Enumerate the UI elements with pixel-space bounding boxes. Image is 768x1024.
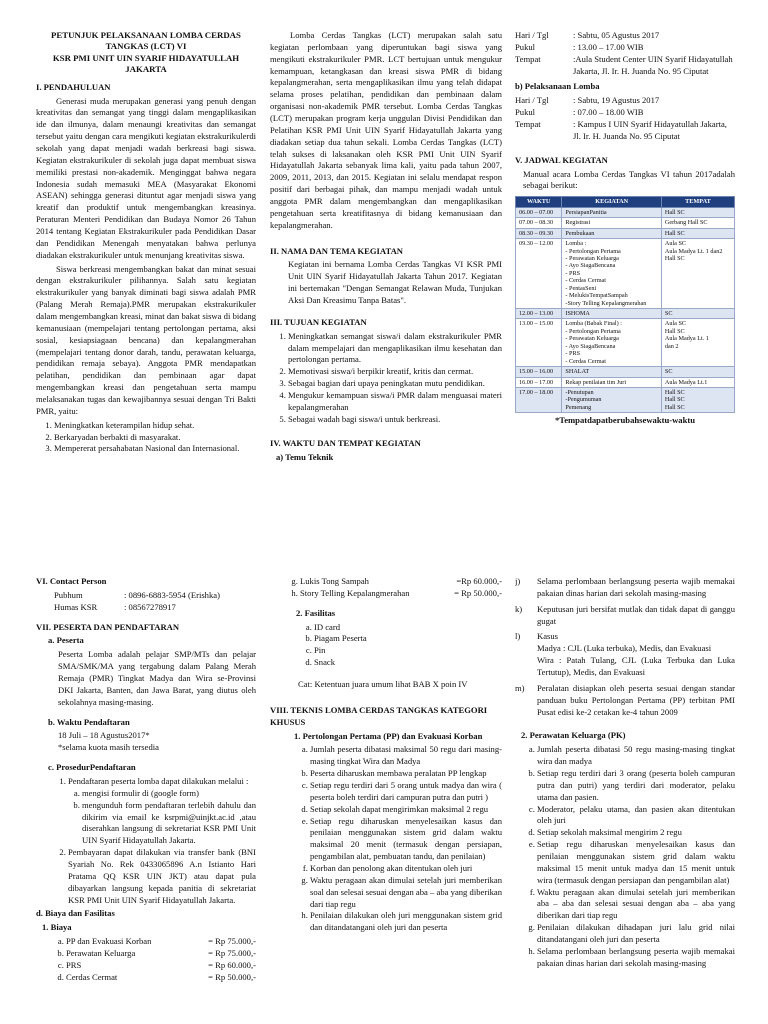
waktu-pendaftaran-dates: 18 Juli – 18 Agustus2017* [58,730,150,741]
biaya-fasilitas-heading: d. Biaya dan Fasilitas [36,908,115,919]
table-row [516,377,735,387]
list-item: 1. Meningkatkan semangat siswa/i dalam ekstrakurikuler PMR dalam mempelajari dan mengaplikasikan ilmu kesehatan dan pertolongan pertama. [288,331,502,367]
field-value: : 08567278917 [124,601,176,612]
section-waktu-tempat-heading: IV. WAKTU DAN TEMPAT KEGIATAN [270,437,421,448]
list-item: d. Snack [314,657,502,669]
schedule-table [515,196,735,413]
field-value: : Sabtu, 19 Agustus 2017 [573,95,660,106]
list-item: f. Waktu peragaan akan dimulai setelah juri memberikan aba – aba dan selesai sesuai dengan aba – aba yang diberikan dari tiap regu [537,887,735,923]
list-item [515,576,735,600]
list-item: 4. Mengukur kemampuan siswa/i PMR dalam menguasai materi kepalangmerahan [288,390,502,414]
list-item [66,960,256,972]
temu-teknik-time [515,42,735,54]
field-label: Pubhum [54,589,83,600]
field-value: : 07.00 – 18.00 WIB [573,107,644,118]
list-item: 2. Berkaryadan berbakti di masyarakat. [54,432,256,444]
list-item: 5. Sebagai wadah bagi siswa/i untuk berkreasi. [288,414,502,426]
field-label: Humas KSR [54,601,98,612]
table-row [516,228,735,238]
table-header: TEMPAT [661,197,734,207]
list-item: a. Jumlah peserta dibatasi 50 regu masing-masing tingkat wira dan madya [537,744,735,768]
peserta-heading: a. Peserta [48,635,84,646]
list-item: g. Waktu peragaan akan dimulai setelah juri memberikan soal dan selesai sesuai dengan aba – aba yang diberikan dari tiap regu [310,875,502,911]
list-item: 2. Pembayaran dapat dilakukan via transfer bank (BNI Syariah No. Rek 0433065896 A.n Istianto Hari Pratama QQ KSR UIN JKT) atau dapat pula dibayarkan langsung kepada panitia di sekretariat KSR PMI Unit UIN Syarif Hidayatullah Jakarta. [68,847,256,906]
field-label: Tempat [515,53,541,64]
field-label: Tempat [515,119,541,130]
list-item: g. Penilaian dilakukan dihadapan juri lalu grid nilai ditandatangani oleh juri dan peserta [537,922,735,946]
tujuan-list [270,331,502,426]
table-row [516,387,735,412]
p1-column-1 [36,30,256,520]
p2-column-2 [270,576,502,1024]
prosedur-sublist [68,788,256,847]
table-cell-waktu: 17.00 – 18.00 [516,387,562,412]
list-item: e. Setiap regu diharuskan menyelesaikan kasus dan penilaian menggunakan sistem grid dalam waktu maksimal 15 menit untuk madya dan 15 menit untuk wira (termasuk dengan persiapan dan pengambilan alat) [537,839,735,886]
pendahuluan-paragraph-2: Siswa berkreasi mengembangkan bakat dan minat sesuai dengan ekstrakurikuler pilihannya. Salah satu kegiatan ekstrakurikuler yang banyak diminati bagi siswa adalah PMR (Palang Merah Remaja).PMR merupakan ekstrakurikuler dalam mengembangkan kreasi, minat dan bakat siswa di bidang kemanusiaan (mempelajari tentang pertolongan pertama, aksi sosial, kesiapsiagaan bencana) dan kepalangmerahan (mempelajari tentang donor darah, tandu, perawatan keluarga, pendidikan remaja sebaya). Anggota PMR mendapatkan pelatihan, pendidikan dan pembinaan agar dapat mengembangkan kreasi dan pengetahuan serta mampu melaksanakan tugas dan kewajibannya sesuai dengan Tri Bakti PMR, yaitu: [36,263,256,416]
list-item: c. Setiap regu terdiri dari 5 orang untuk madya dan wira ( peserta boleh terdiri dari campuran putra dan putri ) [310,780,502,804]
contact-pubhum [36,590,256,602]
section-tujuan-heading: III. TUJUAN KEGIATAN [270,316,367,327]
fee-price: = Rp 75.000,- [208,936,256,947]
section-peserta-heading: VII. PESERTA DAN PENDAFTARAN [36,621,180,632]
table-cell-tempat: SC [661,367,734,377]
section-jadwal-heading: V. JADWAL KEGIATAN [515,154,608,165]
table-cell-waktu: 15.00 – 16.00 [516,367,562,377]
list-item [515,683,735,719]
table-cell-kegiatan: Pembukaan [562,228,661,238]
pp-heading: 1. Pertolongan Pertama (PP) dan Evakuasi Korban [294,730,483,741]
p2-column-1 [36,576,256,1024]
fee-name: g. Lukis Tong Sampah [300,576,369,586]
section-nama-tema-heading: II. NAMA DAN TEMA KEGIATAN [270,245,403,256]
list-item: f. Korban dan penolong akan ditentukan oleh juri [310,863,502,875]
pelaksanaan-heading: b) Pelaksanaan Lomba [515,81,600,92]
list-item: h. Penilaian dilakukan oleh juri menggunakan sistem grid dan ditandatangani oleh juri dan peserta [310,910,502,934]
fee-name: b. Perawatan Keluarga [66,948,136,959]
field-value: : Sabtu, 05 Agustus 2017 [573,30,660,40]
list-item [66,948,256,960]
list-item [300,576,502,588]
list-item: 1. Meningkatkan keterampilan hidup sehat. [54,420,256,432]
fee-price: = Rp 50.000,- [454,587,502,598]
list-item: b. Piagam Peserta [314,633,502,645]
table-cell-kegiatan: -Penutupan -Pengumuman Pemenang [562,387,661,412]
table-cell-tempat: Aula SC Hall SC Aula Madya Lt. 1 dan 2 [661,319,734,367]
list-item: c. Moderator, pelaku utama, dan pasien akan ditentukan oleh juri [537,804,735,828]
pp-rules-list [270,744,502,934]
list-item: b. Setiap regu terdiri dari 3 orang (peserta boleh campuran putra dan putri) yang terdiri dari moderator, pelaku utama dan pasien. [537,768,735,804]
table-cell-kegiatan: SHALAT [562,367,661,377]
section-pendahuluan-heading: I. PENDAHULUAN [36,81,111,92]
pelaksanaan-time [515,107,735,119]
table-cell-tempat: Hall SC Hall SC Hall SC [661,387,734,412]
table-cell-kegiatan: Registrasi [562,218,661,228]
document-title: PETUNJUK PELAKSANAAN LOMBA CERDAS TANGKAS (LCT) VI KSR PMI UNIT UIN SYARIF HIDAYATULLAH JAKARTA [51,30,241,75]
list-letter: j) [515,576,521,586]
table-row [516,319,735,367]
field-value: : Kampus I UIN Syarif Hidayatullah Jakarta, Jl. Ir. H. Juanda No. 95 Ciputat [573,119,727,141]
pk-rules-list [515,744,735,969]
list-item-text: Selama perlombaan berlangsung peserta wajib memakai pakaian dinas harian dari sekolah masing-masing [537,576,735,598]
field-value: : 13.00 – 17.00 WIB [573,41,644,52]
field-label: Pukul [515,107,536,118]
table-row [516,367,735,377]
table-cell-tempat: Hall SC [661,207,734,217]
table-row [516,239,735,309]
table-row [516,207,735,217]
page-2 [0,568,768,1024]
jadwal-intro: Manual acara Lomba Cerdas Tangkas VI tahun 2017adalah sebagai berikut: [523,168,735,191]
list-item [515,604,735,628]
list-item-text: Kasus Madya : CJL (Luka terbuka), Medis, dan Evakuasi Wira : Patah Tulang, CJL (Luka Terbuka dan Luka Tertutup), Medis, dan Evakuasi [537,631,735,678]
pk-heading: 2. Perawatan Keluarga (PK) [521,730,626,741]
section-teknis-heading: VIII. TEKNIS LOMBA CERDAS TANGKAS KATEGORI KHUSUS [270,704,488,727]
fee-name: h. Story Telling Kepalangmerahan [300,587,410,598]
list-item: e. Setiap regu diharuskan menyelesaikan kasus dan penilaian menggunakan sistem grid dalam waktu maksimal 20 menit (termasuk dengan persiapan, pengambilan alat, pembuatan tandu, dan penilaian) [310,816,502,863]
table-header: KEGIATAN [562,197,661,207]
table-row [516,218,735,228]
lct-intro-paragraph: Lomba Cerdas Tangkas (LCT) merupakan salah satu kegiatan perlombaan yang diperuntukan bagi siswa yang mengikuti ekstrakurikuler PMR. LCT bertujuan untuk mengukur kemampuan, ketangkasan dan kreasi siswa PMR di bidang kepalangmerahan, serta mengaplikasikan ilmu yang telah didapat selama proses pelatihan, pendidikan dan pembinaan dalam organisasi non-akademik PMR tersebut. Lomba Cerdas Tangkas (LCT) merupakan program kerja unggulan Divisi Pendidikan dan Pelatihan KSR PMI Unit UIN Syarif Hidayatullah Jakarta yang diadakan setiap dua tahun sekali. Lomba Cerdas Tangkas (LCT) telah sukses di laksanakan oleh KSR PMI Unit UIN Syarif Hidayatullah Jakarta sebanyak lima kali, yaitu pada tahun 2007, 2009, 2011, 2013, dan 2015. Kegiatan ini selalu mendapat respon positif dari berbagai pihak, dan mampu menjadi wadah untuk anggota PMR dalam mengembangkan dan mengaplikasikan pengetahuan serta kreatifitasnya di bidang kemanusiaan dan kepalangmerahan. [270,30,502,230]
fee-price: = Rp 75.000,- [208,948,256,959]
list-letter: m) [515,682,525,693]
field-label: Hari / Tgl [515,95,549,106]
p1-column-3 [515,30,735,520]
pelaksanaan-date [515,95,735,107]
fee-name: a. PP dan Evakuasi Korban [66,936,152,947]
fee-name: d. Cerdas Cermat [66,971,118,982]
table-cell-tempat: Aula SC Aula Madya Lt. 1 dan2 Hall SC [661,239,734,309]
list-item: a. Jumlah peserta dibatasi maksimal 50 regu dari masing-masing tingkat Wira dan Madya [310,744,502,768]
list-item [66,936,256,948]
waktu-pendaftaran-note: *selama kuota masih tersedia [58,742,159,753]
p2-column-3 [515,576,735,1024]
table-cell-waktu: 16.00 – 17.00 [516,377,562,387]
table-cell-waktu: 12.00 – 13.00 [516,309,562,319]
biaya-heading: 1. Biaya [42,922,72,933]
table-cell-kegiatan: PersiapanPanitia [562,207,661,217]
list-item [300,588,502,600]
field-label: Hari / Tgl [515,30,549,40]
fee-price: =Rp 60.000,- [456,576,502,586]
table-cell-kegiatan: Rekap penilaian tim Juri [562,377,661,387]
prosedur-heading: c. ProsedurPendaftaran [48,762,136,773]
list-letter: k) [515,603,523,614]
tri-bakti-list [36,420,256,456]
pendahuluan-paragraph-1: Generasi muda merupakan generasi yang penuh dengan kreativitas dan semangat yang tinggi dalam mengaplikasikan ide dan ilmunya, dalam menaungi kreativitas dan semangat tersebut yaitu dengan cara mengikuti kegiatan ekstrakurikulerdi sekolah yang dapat menjadi wadah berkreasi bagi siswa. Kegiatan ekstrakurikuler di sekolah juga dapat membuat siswa memiliki prestasi non-akademik. Menginggat bahwa negara Indonesia sudah memasuki MEA (Masyarakat Ekonomi ASEAN) sehingga generasi dituntut agar menjadi siswa yang kreatif dan produktif untuk mengembangkan kreasinya. Peraturan Menteri Pendidikan dan Budaya Nomor 26 Tahun 2014 tentang Kegiatan Ekstrakurikuler pada Pendidikan Dasar dan Pendidikan Menengah menyatakan bahwa perlunya diadakan ekstrakurikuler untuk menunjang kreativitas siswa. [36,95,256,260]
field-value: :Aula Student Center UIN Syarif Hidayatullah Jakarta, Jl. Ir. H. Juanda No. 95 Ciputat [573,53,733,76]
temu-teknik-date [515,30,735,42]
fasilitas-heading: 2. Fasilitas [296,607,336,618]
table-cell-tempat: Gerbang Hall SC [661,218,734,228]
p1-column-2 [270,30,502,520]
fee-list-continued [270,576,502,600]
prosedur-list [36,776,256,906]
table-header: WAKTU [516,197,562,207]
table-cell-waktu: 07.00 – 08.30 [516,218,562,228]
schedule-body [516,207,735,413]
page-gap [0,520,768,568]
list-letter: l) [515,631,521,642]
juara-umum-note: Cat: Ketentuan juara umum lihat BAB X poin IV [298,679,468,690]
list-item: d. Setiap sekolah dapat mengirimkan maksimal 2 regu [310,804,502,816]
table-cell-waktu: 13.00 – 15.00 [516,319,562,367]
peserta-text: Peserta Lomba adalah pelajar SMP/MTs dan pelajar SMA/SMK/MA yang tergabung dalam Palang Merah Remaja (PMR) Tingkat Madya dan Wira se-Provinsi DKI Jakarta, Banten, dan Jawa Barat, yang diutus oleh sekolahnya masing-masing. [58,649,256,707]
list-item-text: Keputusan juri bersifat mutlak dan tidak dapat di ganggu gugat [537,603,735,626]
pelaksanaan-place [515,119,735,143]
list-item-text: Pendaftaran peserta lomba dapat dilakukan melalui : [68,776,249,787]
list-item [68,776,256,847]
fee-name: c. PRS [66,959,82,970]
list-item: 3. Sebagai bagian dari upaya peningkatan mutu pendidikan. [288,378,502,390]
table-cell-tempat: SC [661,309,734,319]
table-cell-waktu: 08.30 – 09.30 [516,228,562,238]
table-cell-tempat: Hall SC [661,228,734,238]
temu-teknik-place [515,54,735,78]
pp-rules-continued [515,576,735,718]
table-note: *Tempatdapatberubahsewaktu-waktu [554,415,696,426]
temu-teknik-heading: a) Temu Teknik [276,451,334,462]
list-item [66,972,256,984]
table-cell-waktu: 06.00 – 07.00 [516,207,562,217]
table-cell-kegiatan: Lomba : - Pertolongan Pertama - Perawatan Keluarga - Ayo SiagaBencana - PRS - Cerdas Cermat - PentasSeni - MelukisTempatSampah -Story Telling Kepalangmerahan [562,239,661,309]
list-item: 2. Memotivasi siswa/i berpikir kreatif, kritis dan cermat. [288,366,502,378]
list-item: 3. Mempererat persahabatan Nasional dan Internasional. [54,443,256,455]
field-label: Pukul [515,41,536,52]
contact-person-heading: VI. Contact Person [36,576,107,586]
list-item: h. Selama perlombaan berlangsung peserta wajib memakai pakaian dinas harian dari sekolah masing-masing [537,946,735,970]
fee-list [36,936,256,983]
waktu-pendaftaran-heading: b. Waktu Pendaftaran [48,716,130,727]
list-item: c. Pin [314,645,502,657]
list-item: d. Setiap sekolah maksimal mengirim 2 regu [537,827,735,839]
table-cell-waktu: 09.30 – 12.00 [516,239,562,309]
contact-humas [36,602,256,614]
list-item [515,631,735,678]
list-item: a. mengisi formulir di (google form) [82,788,256,800]
table-row [516,309,735,319]
fee-price: = Rp 60.000,- [208,959,256,970]
nama-tema-text: Kegiatan ini bernama Lomba Cerdas Tangkas VI KSR PMI Unit UIN Syarif Hidayatullah Jakarta Tahun 2017. Kegiatan ini bertemakan "Dengan Semangat Relawan Muda, Tunjukan Aksi Dan Kreasimu Tanpa Batas". [288,259,502,306]
fasilitas-list [270,622,502,669]
fee-price: = Rp 50.000,- [208,971,256,982]
table-cell-kegiatan: ISHOMA [562,309,661,319]
list-item-text: Peralatan disiapkan oleh peserta sesuai dengan standar panduan buku Pertolongan Pertama (PP) terbitan PMI Pusat edisi ke-2 cetakan ke-4 tahun 2009 [537,682,735,717]
field-value: : 0896-6883-5954 (Erishka) [124,589,220,600]
table-cell-tempat: Aula Madya Lt.1 [661,377,734,387]
table-cell-kegiatan: Lomba (Babak Final) : - Pertolongan Pertama - Perawatan Keluarga - Ayo SiagaBencana - PRS - Cerdas Cermat [562,319,661,367]
list-item: b. Peserta diharuskan membawa peralatan PP lengkap [310,768,502,780]
list-item: b. mengunduh form pendaftaran terlebih dahulu dan dikirim via email ke ksrpmi@uinjkt.ac.id ,atau diserahkan langsung di sekretariat KSR PMI Unit UIN Syarif Hidayatullah Jakarta. [82,800,256,847]
list-item: a. ID card [314,622,502,634]
